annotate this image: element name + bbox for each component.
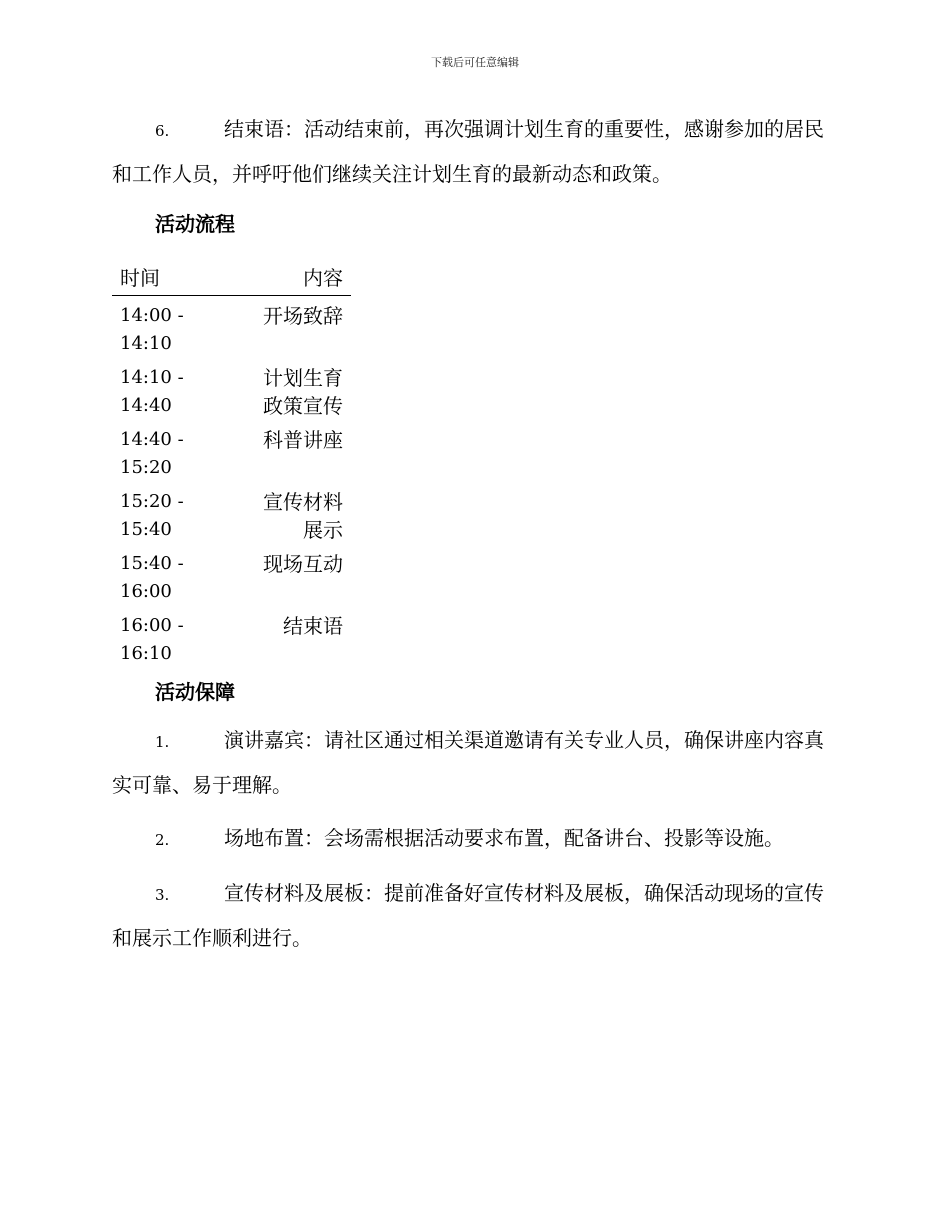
content-cell-wrap <box>218 606 351 668</box>
column-header-content: 内容 <box>218 261 351 296</box>
content-cell-wrap <box>218 296 351 359</box>
list-number: 2. <box>155 831 170 849</box>
time-cell: 16:00 - 16:10 <box>120 615 184 664</box>
time-cell: 15:20 - 15:40 <box>120 491 184 540</box>
time-cell: 14:10 - 14:40 <box>120 367 184 416</box>
list-number: 1. <box>155 733 170 751</box>
content-cell: 现场互动 <box>263 552 343 576</box>
list-item-text: 演讲嘉宾：请社区通过相关渠道邀请有关专业人员，确保讲座内容真实可靠、易于理解。 <box>112 728 824 797</box>
list-item <box>112 817 832 862</box>
table-row <box>112 482 351 544</box>
content-cell-wrap <box>218 544 351 606</box>
content-cell: 宣传材料展示 <box>263 490 343 542</box>
content-cell: 开场致辞 <box>263 304 343 328</box>
list-number: 6. <box>155 122 170 140</box>
content-cell: 科普讲座 <box>263 428 343 452</box>
list-item <box>112 872 832 960</box>
content-cell-wrap <box>218 482 351 544</box>
table-row <box>112 420 351 482</box>
table-row <box>112 358 351 420</box>
column-header-time: 时间 <box>112 261 218 296</box>
time-cell: 14:00 - 14:10 <box>120 305 184 354</box>
table-row <box>112 296 351 359</box>
list-number: 3. <box>155 886 170 904</box>
time-cell: 14:40 - 15:20 <box>120 429 184 478</box>
schedule-table <box>112 261 351 668</box>
list-item-text: 结束语：活动结束前，再次强调计划生育的重要性，感谢参加的居民和工作人员，并呼吁他们继续关注计划生育的最新动态和政策。 <box>112 117 824 186</box>
section-title-guarantee: 活动保障 <box>155 680 235 704</box>
page-header-note: 下载后可任意编辑 <box>431 56 519 69</box>
section-title-flow: 活动流程 <box>155 212 235 236</box>
content-cell: 计划生育政策宣传 <box>263 366 343 418</box>
table-header-row <box>112 261 351 296</box>
list-item-text: 场地布置：会场需根据活动要求布置，配备讲台、投影等设施。 <box>224 826 784 850</box>
content-cell-wrap <box>218 358 351 420</box>
list-item <box>112 719 832 807</box>
time-cell: 15:40 - 16:00 <box>120 553 184 602</box>
table-row <box>112 606 351 668</box>
list-item <box>112 108 832 196</box>
list-item-text: 宣传材料及展板：提前准备好宣传材料及展板，确保活动现场的宣传和展示工作顺利进行。 <box>112 881 824 950</box>
content-cell: 结束语 <box>283 614 343 638</box>
document-body <box>112 108 832 970</box>
table-row <box>112 544 351 606</box>
content-cell-wrap <box>218 420 351 482</box>
